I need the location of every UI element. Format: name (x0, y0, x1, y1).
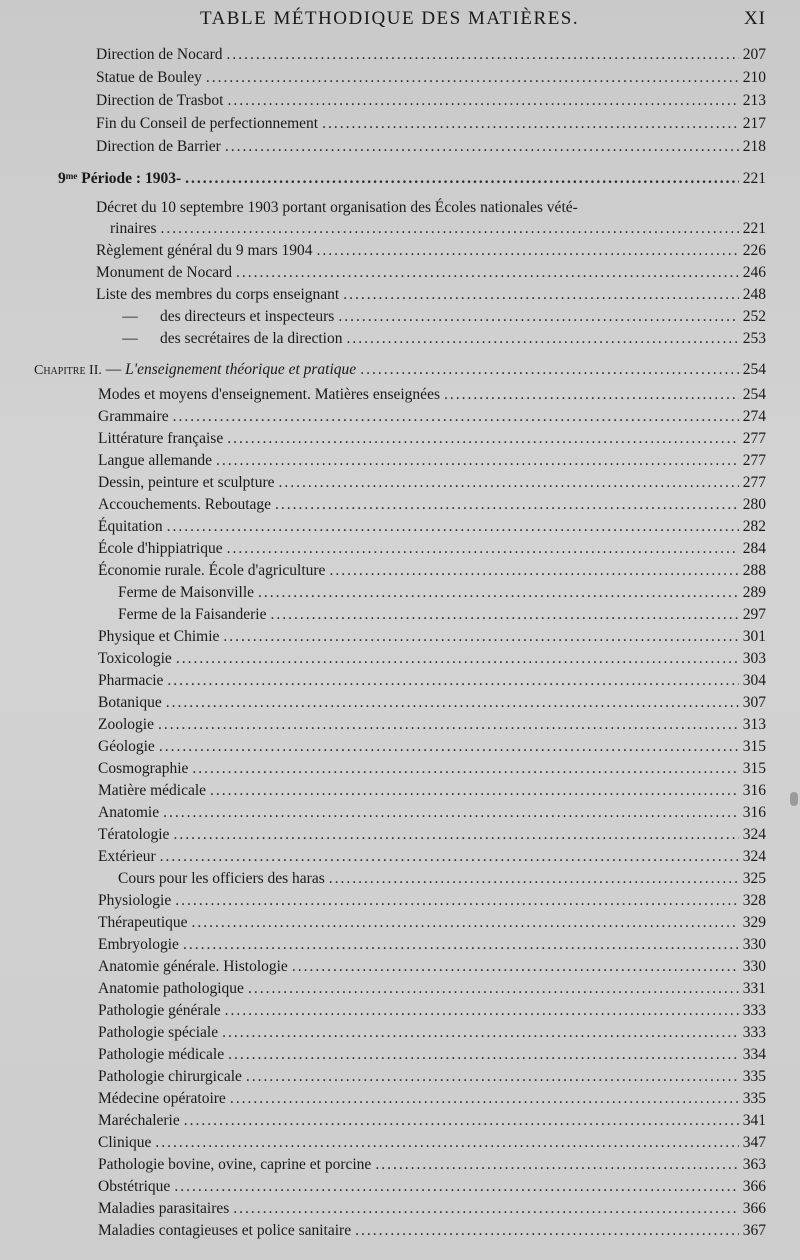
dot-leader (173, 406, 739, 428)
toc-entry (0, 758, 800, 780)
toc-entry (0, 406, 800, 428)
entry-title: Clinique (98, 1134, 152, 1151)
entry-page: 315 (742, 738, 766, 755)
chapter-title (34, 359, 356, 382)
entry-title: Pathologie générale (98, 1002, 221, 1019)
dot-leader (216, 450, 739, 472)
dot-leader (236, 262, 739, 284)
toc-entry (0, 648, 800, 670)
page-stain (790, 792, 798, 806)
entry-page: 304 (742, 672, 766, 689)
entry-title: Langue allemande (98, 452, 213, 469)
entry-title: Extérieur (98, 848, 156, 865)
dot-leader (222, 1022, 739, 1044)
entry-page: 282 (742, 518, 766, 535)
toc-entry (0, 240, 800, 262)
dot-leader (192, 758, 738, 780)
chapter-sep: — (101, 361, 126, 378)
entry-title: Grammaire (98, 408, 169, 425)
entry-page: 277 (742, 430, 766, 447)
entry-page: 277 (742, 474, 766, 491)
dot-leader (163, 802, 739, 824)
toc-entry (0, 1088, 800, 1110)
entry-text: des directeurs et inspecteurs (160, 308, 335, 325)
toc-subentry (0, 604, 800, 626)
entry-page: 313 (742, 716, 766, 733)
dot-leader (225, 136, 739, 158)
dot-leader (329, 868, 739, 890)
entry-page: 330 (742, 958, 766, 975)
dot-leader (278, 472, 738, 494)
dot-leader (227, 428, 739, 450)
header-title: TABLE MÉTHODIQUE DES MATIÈRES. (200, 8, 580, 29)
dot-leader (185, 168, 739, 190)
dot-leader (155, 1132, 738, 1154)
dot-leader (355, 1220, 739, 1242)
toc-entry (0, 824, 800, 846)
dot-leader (230, 1088, 739, 1110)
entry-title: Pathologie bovine, ovine, caprine et porcine (98, 1156, 372, 1173)
dot-leader (322, 113, 739, 135)
toc-entry (0, 428, 800, 450)
dot-leader (160, 218, 738, 240)
toc-entry (0, 197, 800, 219)
toc-entry (0, 306, 800, 328)
entry-title: Monument de Nocard (96, 264, 233, 281)
dot-leader (227, 538, 739, 560)
dot-leader (444, 384, 739, 406)
entry-page: 331 (742, 980, 766, 997)
entry-page: 366 (742, 1200, 766, 1217)
dot-leader (338, 306, 738, 328)
toc-entry (0, 1044, 800, 1066)
entry-page: 366 (742, 1178, 766, 1195)
dot-leader (227, 90, 738, 112)
dot-leader (227, 44, 739, 66)
header-page-number: XI (743, 8, 766, 29)
entry-page: 210 (742, 69, 766, 86)
toc-entry (0, 113, 800, 135)
entry-page: 297 (742, 606, 766, 623)
entry-page: 334 (742, 1046, 766, 1063)
entry-page: 246 (742, 264, 766, 281)
entry-title: École d'hippiatrique (98, 540, 223, 557)
dot-leader (275, 494, 739, 516)
toc-entry (0, 978, 800, 1000)
toc-entry (0, 714, 800, 736)
entry-page: 248 (742, 286, 766, 303)
entry-page: 333 (742, 1002, 766, 1019)
toc-entry (0, 670, 800, 692)
entry-title: Toxicologie (98, 650, 172, 667)
dot-leader (292, 956, 739, 978)
entry-page: 325 (742, 870, 766, 887)
entry-page: 226 (742, 242, 766, 259)
toc-entry (0, 912, 800, 934)
toc-entry (0, 1066, 800, 1088)
dot-leader (225, 1000, 739, 1022)
toc-entry (0, 956, 800, 978)
entry-title: Pathologie chirurgicale (98, 1068, 242, 1085)
dot-leader (329, 560, 738, 582)
entry-page: 330 (742, 936, 766, 953)
entry-title: Physique et Chimie (98, 628, 220, 645)
entry-page: 254 (742, 386, 766, 403)
dot-leader (184, 1110, 739, 1132)
entry-page: 277 (742, 452, 766, 469)
dot-leader (174, 1176, 738, 1198)
entry-page: 253 (742, 330, 766, 347)
entry-title: Ferme de la Faisanderie (118, 606, 267, 623)
entry-title: Cours pour les officiers des haras (118, 870, 325, 887)
entry-title: Pathologie médicale (98, 1046, 225, 1063)
toc-entry (0, 67, 800, 89)
toc-entry (0, 560, 800, 582)
entry-page: 213 (742, 92, 766, 109)
toc-entry (0, 780, 800, 802)
entry-title: Liste des membres du corps enseignant (96, 286, 340, 303)
entry-page: 284 (742, 540, 766, 557)
toc-entry (0, 472, 800, 494)
entry-title: Matière médicale (98, 782, 207, 799)
toc-entry (0, 90, 800, 112)
entry-title (110, 328, 342, 350)
entry-title: Décret du 10 septembre 1903 portant organisation des Écoles nationales vété- (96, 199, 578, 216)
ditto-dash: — (122, 308, 138, 325)
toc-entry (0, 1154, 800, 1176)
entry-title: Embryologie (98, 936, 179, 953)
entry-page: 328 (742, 892, 766, 909)
entry-title: Anatomie pathologique (98, 980, 244, 997)
entry-page: 333 (742, 1024, 766, 1041)
entry-text: des secrétaires de la direction (160, 330, 343, 347)
entry-title: Maladies contagieuses et police sanitaire (98, 1222, 352, 1239)
toc-entry (0, 384, 800, 406)
dot-leader (167, 670, 738, 692)
entry-title: rinaires (110, 220, 157, 237)
chapter-heading (0, 359, 800, 381)
running-header (0, 8, 800, 36)
dot-leader (173, 824, 738, 846)
period-page: 221 (742, 170, 766, 187)
dot-leader (158, 714, 739, 736)
dot-leader (159, 736, 739, 758)
toc-entry (0, 136, 800, 158)
dot-leader (176, 648, 739, 670)
toc-entry (0, 218, 800, 240)
toc-entry (0, 44, 800, 66)
period-heading (0, 168, 800, 190)
entry-title: Cosmographie (98, 760, 189, 777)
dot-leader (228, 1044, 739, 1066)
entry-title: Maladies parasitaires (98, 1200, 230, 1217)
toc-entry (0, 450, 800, 472)
entry-title: Géologie (98, 738, 155, 755)
toc-entry (0, 1022, 800, 1044)
toc-entry (0, 692, 800, 714)
entry-title: Règlement général du 9 mars 1904 (96, 242, 313, 259)
toc-entry (0, 626, 800, 648)
toc-entry (0, 1176, 800, 1198)
toc-entry (0, 1110, 800, 1132)
entry-title: Littérature française (98, 430, 224, 447)
dot-leader (175, 890, 739, 912)
dot-leader (270, 604, 738, 626)
entry-page: 218 (742, 138, 766, 155)
toc-entry (0, 802, 800, 824)
toc-entry (0, 284, 800, 306)
toc-entry (0, 328, 800, 350)
entry-title: Botanique (98, 694, 162, 711)
dot-leader (210, 780, 739, 802)
toc-subentry (0, 868, 800, 890)
entry-page: 221 (742, 220, 766, 237)
ditto-dash: — (122, 330, 138, 347)
entry-title: Médecine opératoire (98, 1090, 226, 1107)
dot-leader (246, 1066, 739, 1088)
entry-page: 315 (742, 760, 766, 777)
entry-page: 316 (742, 804, 766, 821)
toc-entry (0, 494, 800, 516)
entry-title: Anatomie (98, 804, 160, 821)
entry-title: Pathologie spéciale (98, 1024, 219, 1041)
dot-leader (167, 516, 739, 538)
entry-title: Direction de Nocard (96, 46, 223, 63)
entry-page: 341 (742, 1112, 766, 1129)
toc-entry (0, 1000, 800, 1022)
entry-page: 316 (742, 782, 766, 799)
dot-leader (192, 912, 739, 934)
entry-page: 303 (742, 650, 766, 667)
entry-page: 307 (742, 694, 766, 711)
entry-page: 207 (742, 46, 766, 63)
toc-entry (0, 890, 800, 912)
entry-title: Statue de Bouley (96, 69, 202, 86)
entry-page: 288 (742, 562, 766, 579)
entry-title: Fin du Conseil de perfectionnement (96, 115, 319, 132)
toc-entry (0, 1132, 800, 1154)
entry-page: 367 (742, 1222, 766, 1239)
entry-page: 301 (742, 628, 766, 645)
entry-page: 335 (742, 1068, 766, 1085)
entry-title: Modes et moyens d'enseignement. Matières enseignées (98, 386, 440, 403)
entry-title: Zoologie (98, 716, 154, 733)
period-title: 9ᵐᵉ Période : 1903- (58, 170, 182, 187)
entry-title: Accouchements. Reboutage (98, 496, 272, 513)
entry-page: 363 (742, 1156, 766, 1173)
dot-leader (166, 692, 739, 714)
chapter-label: Chapitre II. (34, 363, 102, 378)
entry-page: 217 (742, 115, 766, 132)
entry-page: 252 (742, 308, 766, 325)
entry-page: 274 (742, 408, 766, 425)
entry-title: Pharmacie (98, 672, 164, 689)
entry-page: 324 (742, 826, 766, 843)
entry-title: Obstétrique (98, 1178, 171, 1195)
dot-leader (223, 626, 738, 648)
entry-title: Équitation (98, 518, 163, 535)
dot-leader (258, 582, 739, 604)
chapter-page: 254 (742, 361, 766, 378)
entry-page: 329 (742, 914, 766, 931)
entry-title: Maréchalerie (98, 1112, 180, 1129)
entry-title: Ferme de Maisonville (118, 584, 255, 601)
entry-title: Anatomie générale. Histologie (98, 958, 288, 975)
toc-entry (0, 1220, 800, 1242)
entry-title: Thérapeutique (98, 914, 188, 931)
chapter-name: L'enseignement théorique et pratique (125, 361, 357, 378)
dot-leader (343, 284, 739, 306)
toc-subentry (0, 582, 800, 604)
entry-page: 335 (742, 1090, 766, 1107)
dot-leader (206, 67, 739, 89)
entry-title (110, 306, 334, 328)
toc-entry (0, 934, 800, 956)
entry-title: Économie rurale. École d'agriculture (98, 562, 326, 579)
entry-title: Dessin, peinture et sculpture (98, 474, 275, 491)
entry-title: Physiologie (98, 892, 172, 909)
toc-entry (0, 846, 800, 868)
toc-entry (0, 262, 800, 284)
entry-page: 289 (742, 584, 766, 601)
entry-page: 324 (742, 848, 766, 865)
toc-entry (0, 736, 800, 758)
toc-entry (0, 1198, 800, 1220)
toc-entry (0, 516, 800, 538)
dot-leader (375, 1154, 738, 1176)
dot-leader (317, 240, 739, 262)
dot-leader (183, 934, 739, 956)
dot-leader (233, 1198, 738, 1220)
entry-page: 347 (742, 1134, 766, 1151)
entry-page: 280 (742, 496, 766, 513)
toc-entry (0, 538, 800, 560)
entry-title: Direction de Barrier (96, 138, 221, 155)
entry-title: Direction de Trasbot (96, 92, 224, 109)
dot-leader (346, 328, 738, 350)
dot-leader (248, 978, 739, 1000)
entry-title: Tératologie (98, 826, 170, 843)
dot-leader (160, 846, 739, 868)
dot-leader (360, 359, 739, 381)
